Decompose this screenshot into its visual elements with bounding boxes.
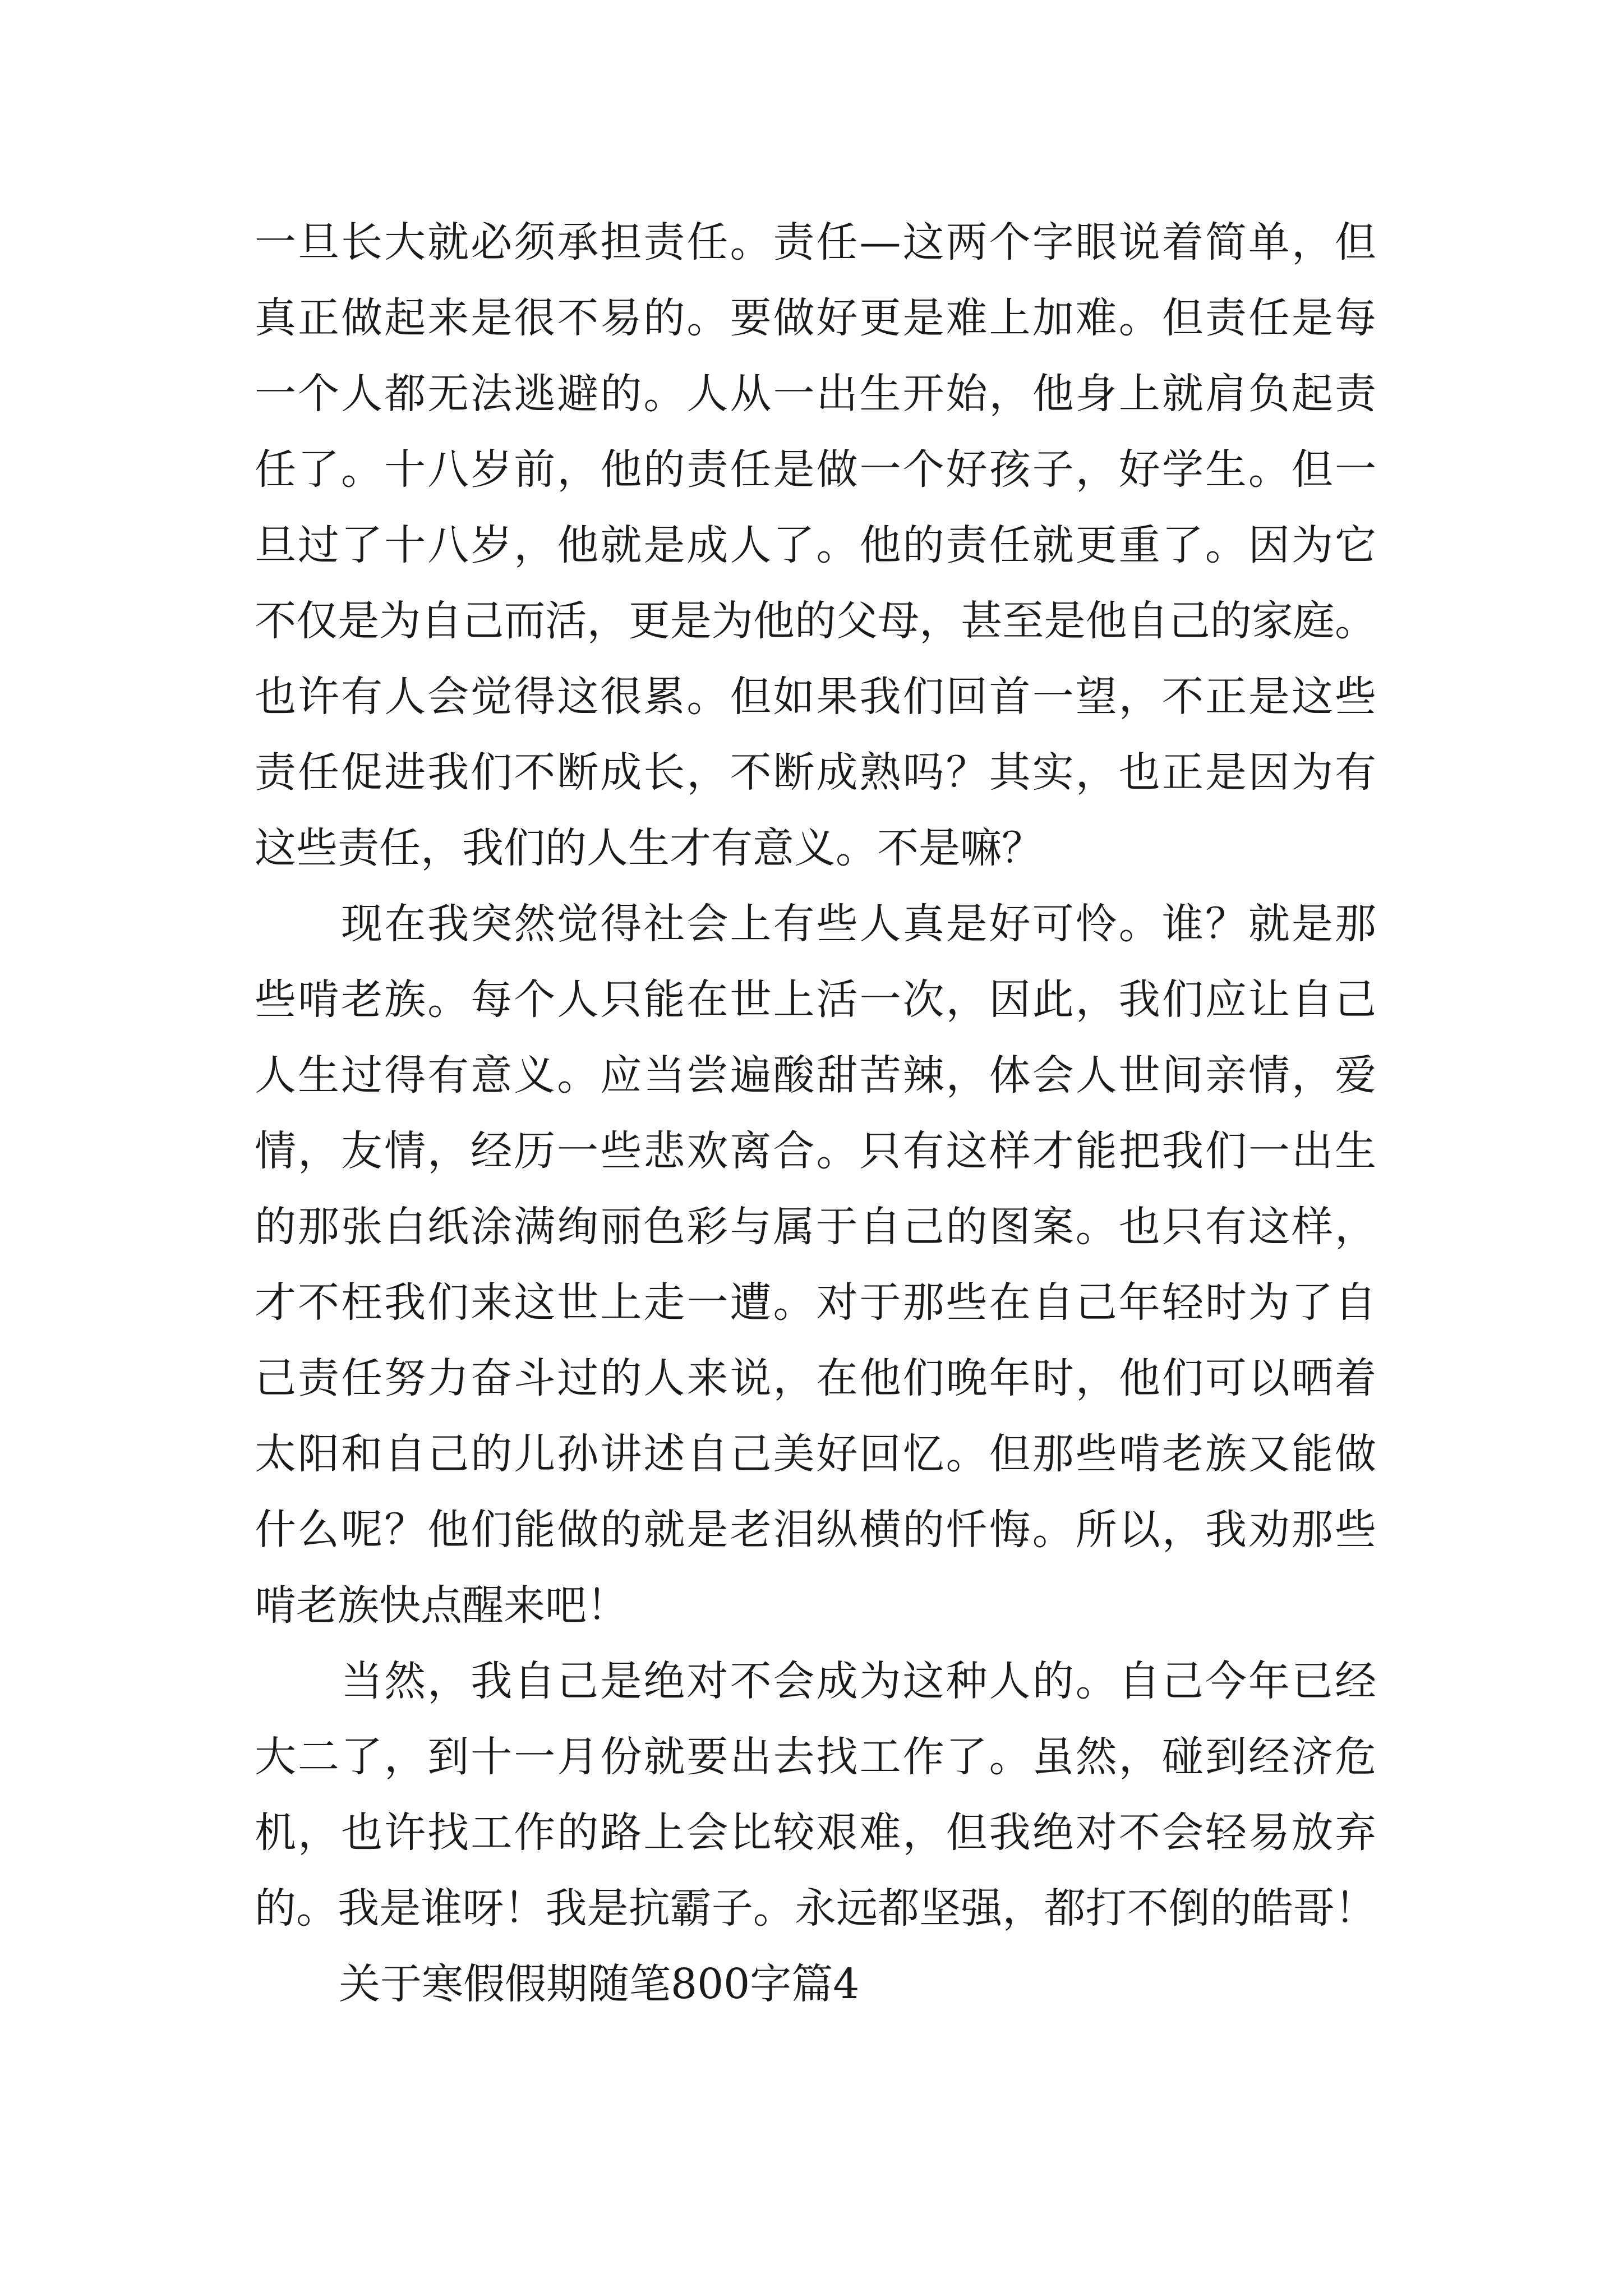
- document-body: [255, 205, 1376, 2022]
- paragraph-3: [255, 1644, 1376, 1947]
- paragraph-line: 责任促进我们不断成长，不断成熟吗？其实，也正是因为有: [255, 748, 1376, 797]
- paragraph-line: 大二了，到十一月份就要出去找工作了。虽然，碰到经济危: [255, 1733, 1376, 1781]
- paragraph-1: [255, 205, 1376, 886]
- paragraph-line: 一旦长大就必须承担责任。责任—这两个字眼说着简单，但: [255, 218, 1376, 266]
- paragraph-line: 这些责任，我们的人生才有意义。不是嘛？: [255, 824, 1043, 872]
- paragraph-line: 啃老族快点醒来吧！: [255, 1581, 628, 1630]
- paragraph-line: 什么呢？他们能做的就是老泪纵横的忏悔。所以，我劝那些: [255, 1506, 1376, 1554]
- paragraph-line: 己责任努力奋斗过的人来说，在他们晚年时，他们可以晒着: [255, 1354, 1376, 1402]
- paragraph-line: 不仅是为自己而活，更是为他的父母，甚至是他自己的家庭。: [255, 597, 1376, 645]
- paragraph-line: 旦过了十八岁，他就是成人了。他的责任就更重了。因为它: [255, 521, 1376, 569]
- paragraph-line: 机，也许找工作的路上会比较艰难，但我绝对不会轻易放弃: [255, 1809, 1376, 1857]
- paragraph-line: 情，友情，经历一些悲欢离合。只有这样才能把我们一出生: [255, 1127, 1376, 1175]
- paragraph-line: 的那张白纸涂满绚丽色彩与属于自己的图案。也只有这样，: [255, 1203, 1376, 1251]
- paragraph-line: 太阳和自己的儿孙讲述自己美好回忆。但那些啃老族又能做: [255, 1430, 1376, 1478]
- paragraph-line: 现在我突然觉得社会上有些人真是好可怜。谁？就是那: [255, 900, 1376, 948]
- paragraph-line: 任了。十八岁前，他的责任是做一个好孩子，好学生。但一: [255, 445, 1376, 494]
- section-heading: 关于寒假假期随笔800字篇4: [339, 1960, 860, 2008]
- paragraph-line: 一个人都无法逃避的。人从一出生开始，他身上就肩负起责: [255, 370, 1376, 418]
- paragraph-line: 当然，我自己是绝对不会成为这种人的。自己今年已经: [255, 1657, 1376, 1705]
- paragraph-line: 真正做起来是很不易的。要做好更是难上加难。但责任是每: [255, 294, 1376, 342]
- paragraph-line: 才不枉我们来这世上走一遭。对于那些在自己年轻时为了自: [255, 1278, 1376, 1327]
- paragraph-2: [255, 886, 1376, 1644]
- paragraph-line: 也许有人会觉得这很累。但如果我们回首一望，不正是这些: [255, 673, 1376, 721]
- paragraph-line: 的。我是谁呀！我是抗霸子。永远都坚强，都打不倒的皓哥！: [255, 1884, 1376, 1932]
- paragraph-line: 些啃老族。每个人只能在世上活一次，因此，我们应让自己: [255, 976, 1376, 1024]
- paragraph-line: 人生过得有意义。应当尝遍酸甜苦辣，体会人世间亲情，爱: [255, 1051, 1376, 1099]
